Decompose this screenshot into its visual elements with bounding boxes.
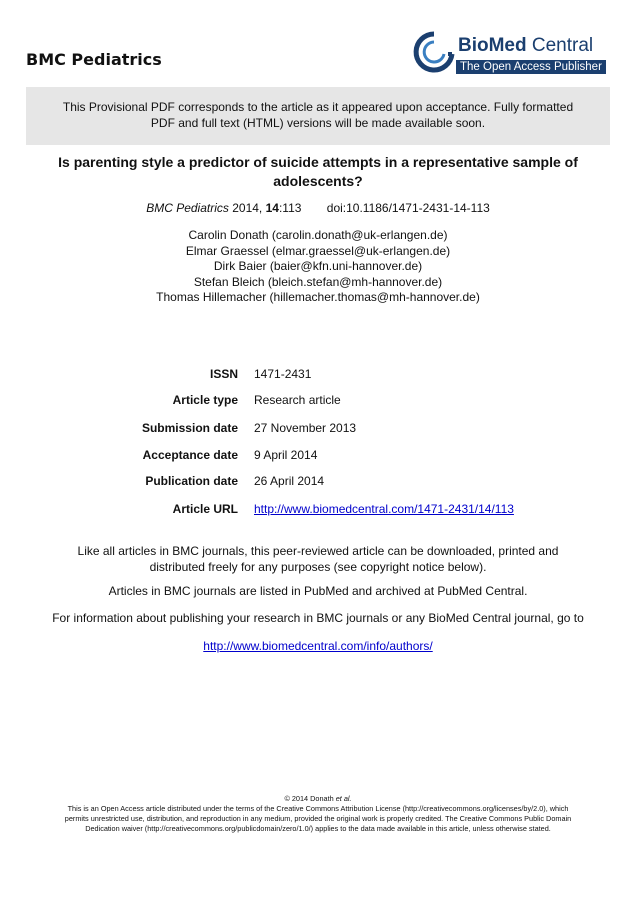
license-line-1: This is an Open Access article distributed under the terms of the Creative Commons Attribution License (http://creativecommons.org/licenses/by/2.0), which xyxy=(67,804,569,813)
citation-year: 2014, xyxy=(228,201,266,215)
license-line-3: Dedication waiver (http://creativecommons.org/publicdomain/zero/1.0/) applies to the data made available in this article, unless otherwise stated. xyxy=(85,824,551,833)
pubmed-paragraph: Articles in BMC journals are listed in PubMed and archived at PubMed Central. xyxy=(108,584,528,598)
meta-acceptance xyxy=(0,448,638,464)
author-1: Carolin Donath (carolin.donath@uk-erlangen.de) xyxy=(188,228,448,242)
meta-article-type xyxy=(0,393,638,409)
article-type-value: Research article xyxy=(254,393,341,407)
title-line-1: Is parenting style a predictor of suicide attempts in a representative sample of xyxy=(58,154,578,170)
logo-brand-central: Central xyxy=(531,35,594,56)
copyright-text: © 2014 Donath xyxy=(284,794,336,803)
article-title xyxy=(26,153,610,191)
meta-url xyxy=(0,502,638,518)
logo-brand-bio: BioMed xyxy=(458,35,527,56)
journal-name: BMC Pediatrics xyxy=(26,50,162,69)
authors-info-link-row xyxy=(26,638,610,654)
copyright-etal: et al. xyxy=(335,794,352,803)
citation-page: :113 xyxy=(278,201,302,215)
notice-line-2: PDF and full text (HTML) versions will be made available soon. xyxy=(150,116,486,130)
license-line-2: permits unrestricted use, distribution, and reproduction in any medium, provided the original work is properly credited. The Creative Commons Public Domain xyxy=(64,814,572,823)
author-3: Dirk Baier (baier@kfn.uni-hannover.de) xyxy=(213,259,423,273)
title-line-2: adolescents? xyxy=(273,173,363,189)
author-2: Elmar Graessel (elmar.graessel@uk-erlangen.de) xyxy=(185,243,451,258)
publishing-info-paragraph: For information about publishing your research in BMC journals or any BioMed Central journal, go to xyxy=(52,611,584,625)
acceptance-label: Acceptance date xyxy=(142,448,238,462)
citation-journal: BMC Pediatrics xyxy=(146,201,229,215)
citation xyxy=(26,200,610,216)
publication-label: Publication date xyxy=(145,474,238,488)
author-4: Stefan Bleich (bleich.stefan@mh-hannover.de) xyxy=(193,274,443,289)
meta-issn xyxy=(0,367,638,383)
article-url-label: Article URL xyxy=(172,502,238,516)
meta-publication xyxy=(0,474,638,490)
submission-label: Submission date xyxy=(141,421,238,435)
provisional-notice xyxy=(26,87,610,145)
citation-doi: doi:10.1186/1471-2431-14-113 xyxy=(326,201,490,215)
publication-value: 26 April 2014 xyxy=(254,474,325,488)
citation-volume: 14 xyxy=(265,201,279,215)
meta-submission xyxy=(0,421,638,437)
acceptance-value: 9 April 2014 xyxy=(254,448,318,462)
issn-value: 1471-2431 xyxy=(254,367,312,381)
download-paragraph xyxy=(26,543,610,575)
article-type-label: Article type xyxy=(172,393,238,407)
author-list xyxy=(26,228,610,306)
article-url-link[interactable]: http://www.biomedcentral.com/1471-2431/14/113 xyxy=(254,502,514,516)
issn-label: ISSN xyxy=(209,367,238,381)
download-line-1: Like all articles in BMC journals, this peer-reviewed article can be downloaded, printed and xyxy=(77,544,559,558)
download-line-2: distributed freely for any purposes (see copyright notice below). xyxy=(149,560,487,574)
authors-info-link[interactable]: http://www.biomedcentral.com/info/authors/ xyxy=(203,639,433,653)
copyright-footer xyxy=(26,794,610,834)
submission-value: 27 November 2013 xyxy=(254,421,357,435)
copyright-line xyxy=(26,794,610,804)
biomed-central-logo xyxy=(412,30,612,74)
notice-line-1: This Provisional PDF corresponds to the article as it appeared upon acceptance. Fully formatted xyxy=(62,100,574,114)
logo-tagline: The Open Access Publisher xyxy=(460,61,602,73)
author-5: Thomas Hillemacher (hillemacher.thomas@mh-hannover.de) xyxy=(156,290,480,304)
